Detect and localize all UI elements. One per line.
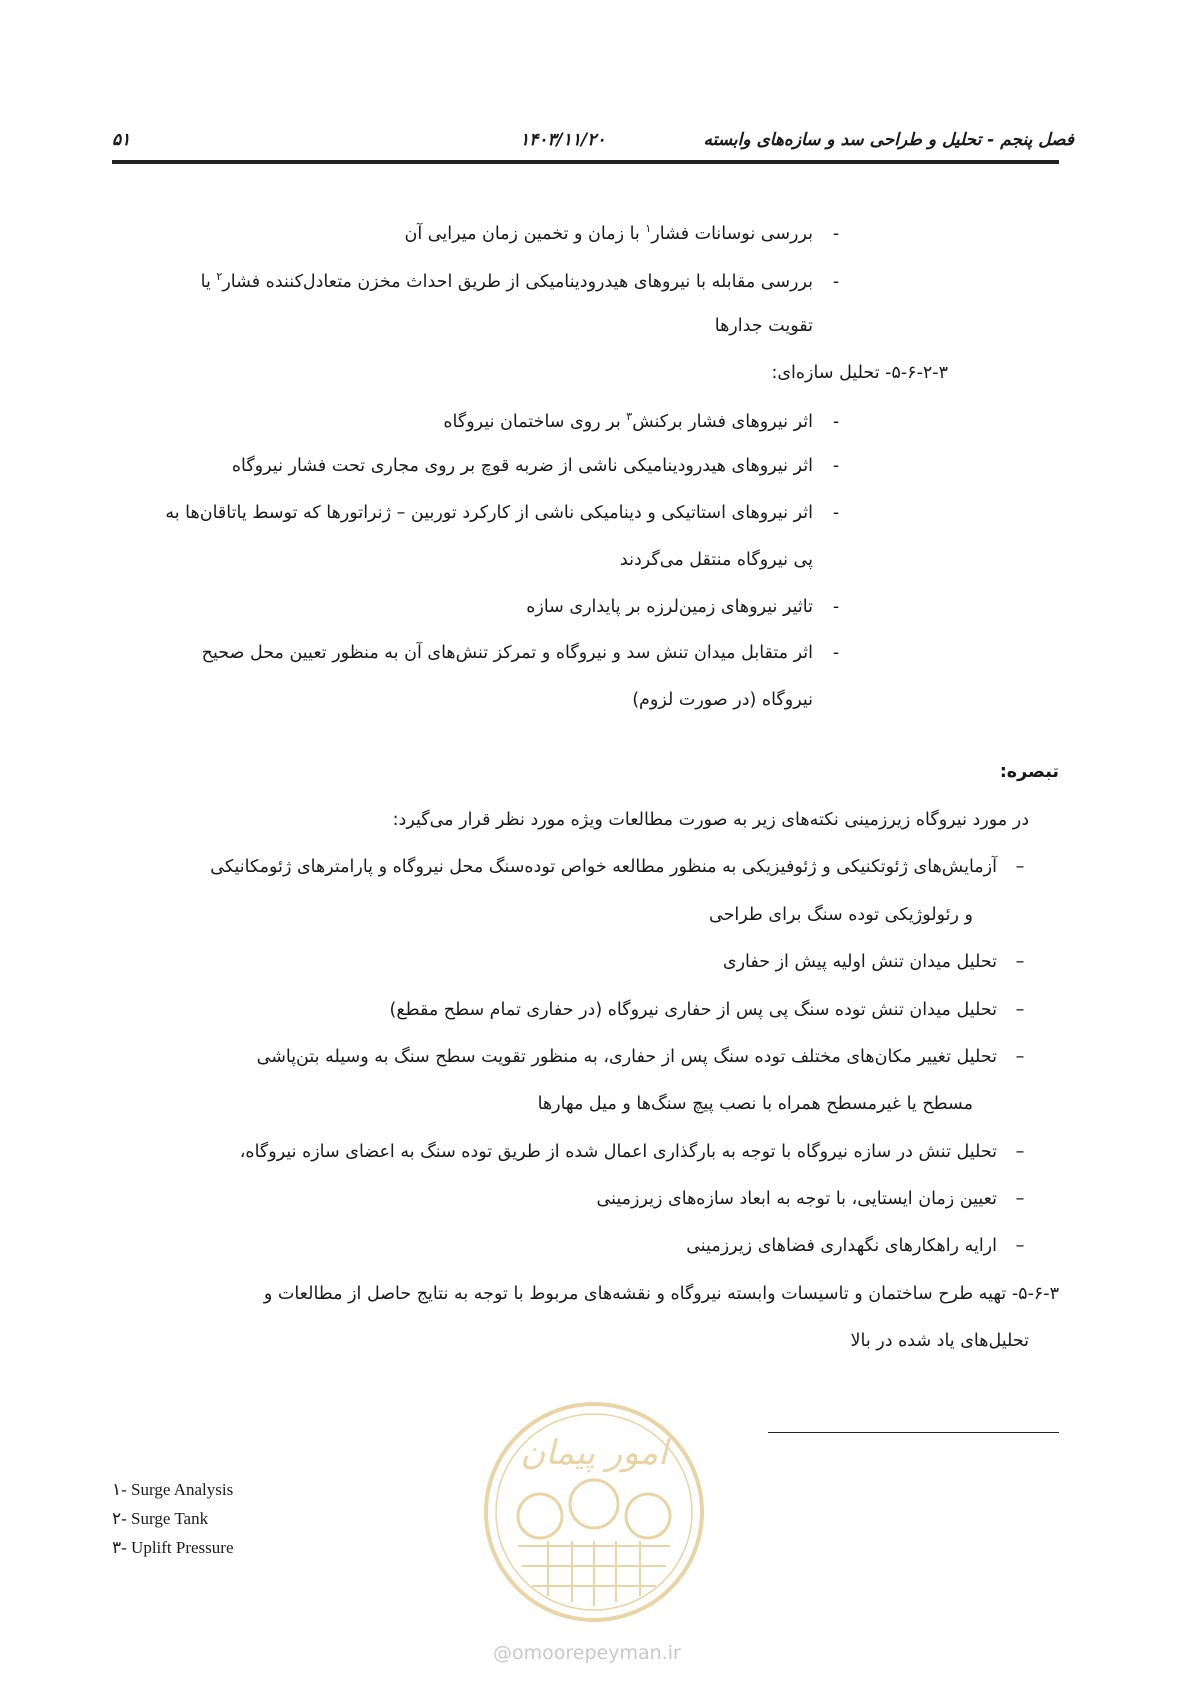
watermark-url: @omoorepeyman.ir <box>493 1642 681 1664</box>
list-item: –تحلیل میدان تنش اولیه پیش از حفاری <box>723 952 1029 972</box>
bullet-dash: – <box>1015 952 1025 972</box>
list-item: –تحلیل تغییر مکان‌های مختلف توده سنگ پس از حفاری، به منظور تقویت سطح سنگ به وسیله بتن‌پاشی <box>257 1047 1029 1067</box>
watermark-seal-icon <box>478 1396 710 1628</box>
list-item: -اثر نیروهای استاتیکی و دینامیکی ناشی از کارکرد توربین – ژنراتورها که توسط یاتاقان‌ها به <box>165 503 845 523</box>
bullet-dash: - <box>832 597 840 617</box>
page-number: ۵۱ <box>112 130 131 150</box>
bullet-dash: – <box>1015 1142 1025 1162</box>
footnote: ۳- Uplift Pressure <box>112 1538 234 1557</box>
header-date: ۱۴۰۳/۱۱/۲۰ <box>520 130 606 150</box>
list-item-continuation: و رئولوژیکی توده سنگ برای طراحی <box>709 905 973 925</box>
footnote: ۱- Surge Analysis <box>112 1480 234 1499</box>
section-heading: ۵-۶-۲-۳- تحلیل سازه‌ای: <box>771 363 948 383</box>
bullet-dash: – <box>1015 1236 1025 1256</box>
note-intro: در مورد نیروگاه زیرزمینی نکته‌های زیر به صورت مطالعات ویژه مورد نظر قرار می‌گیرد: <box>392 810 1029 830</box>
bullet-dash: - <box>832 643 840 663</box>
bullet-dash: - <box>832 223 840 244</box>
list-item: –تعیین زمان ایستایی، با توجه به ابعاد سازه‌های زیرزمینی <box>597 1189 1029 1209</box>
bullet-dash: - <box>832 456 840 476</box>
section-heading: ۵-۶-۳- تهیه طرح ساختمان و تاسیسات وابسته نیروگاه و نقشه‌های مربوط با توجه به نتایج حاصل از مطالعات و <box>263 1284 1059 1304</box>
list-item: –آزمایش‌های ژئوتکنیکی و ژئوفیزیکی به منظور مطالعه خواص توده‌سنگ محل نیروگاه و پارامترهای ژئومکانیکی <box>210 857 1029 877</box>
at-icon: @ <box>493 1642 512 1664</box>
list-item: -اثر متقابل میدان تنش سد و نیروگاه و تمرکز تنش‌های آن به منظور تعیین محل صحیح <box>202 643 845 663</box>
bullet-dash: – <box>1015 857 1025 877</box>
note-title: تبصره: <box>999 762 1059 782</box>
list-item-continuation: تقویت جدارها <box>714 316 813 336</box>
footnote: ۲- Surge Tank <box>112 1509 209 1528</box>
bullet-dash: - <box>832 503 840 523</box>
svg-text:امور پیمان: امور پیمان <box>520 1433 668 1473</box>
list-item: -بررسی مقابله با نیروهای هیدرودینامیکی از طریق احداث مخزن متعادل‌کننده فشار$^۲$ یا <box>201 270 845 292</box>
list-item-continuation: پی نیروگاه منتقل می‌گردند <box>619 550 813 570</box>
list-item: –تحلیل میدان تنش توده سنگ پی پس از حفاری نیروگاه (در حفاری تمام سطح مقطع) <box>390 1000 1029 1020</box>
list-item: -تاثیر نیروهای زمین‌لرزه بر پایداری سازه <box>526 597 845 617</box>
list-item: –تحلیل تنش در سازه نیروگاه با توجه به بارگذاری اعمال شده از طریق توده سنگ به اعضای سازه نیروگاه، <box>240 1142 1029 1162</box>
list-item-continuation: نیروگاه (در صورت لزوم) <box>632 690 813 710</box>
list-item: –ارایه راهکارهای نگهداری فضاهای زیرزمینی <box>686 1236 1029 1256</box>
footnote-rule <box>768 1432 1059 1433</box>
chapter-title: فصل پنجم - تحلیل و طراحی سد و سازه‌های وابسته <box>703 130 1074 150</box>
list-item: -اثر نیروهای هیدرودینامیکی ناشی از ضربه قوچ بر روی مجاری تحت فشار نیروگاه <box>232 456 845 476</box>
bullet-dash: – <box>1015 1047 1025 1067</box>
bullet-dash: – <box>1015 1189 1025 1209</box>
bullet-dash: – <box>1015 1000 1025 1020</box>
section-continuation: تحلیل‌های یاد شده در بالا <box>850 1331 1029 1351</box>
list-item: -بررسی نوسانات فشار$^۱$ با زمان و تخمین زمان میرایی آن <box>405 222 845 244</box>
list-item: -اثر نیروهای فشار برکنش$^۳$ بر روی ساختمان نیروگاه <box>443 410 845 432</box>
header-rule <box>112 160 1059 164</box>
list-item-continuation: مسطح یا غیرمسطح همراه با نصب پیچ سنگ‌ها و میل مهارها <box>537 1094 973 1114</box>
bullet-dash: - <box>832 271 840 292</box>
bullet-dash: - <box>832 411 840 432</box>
